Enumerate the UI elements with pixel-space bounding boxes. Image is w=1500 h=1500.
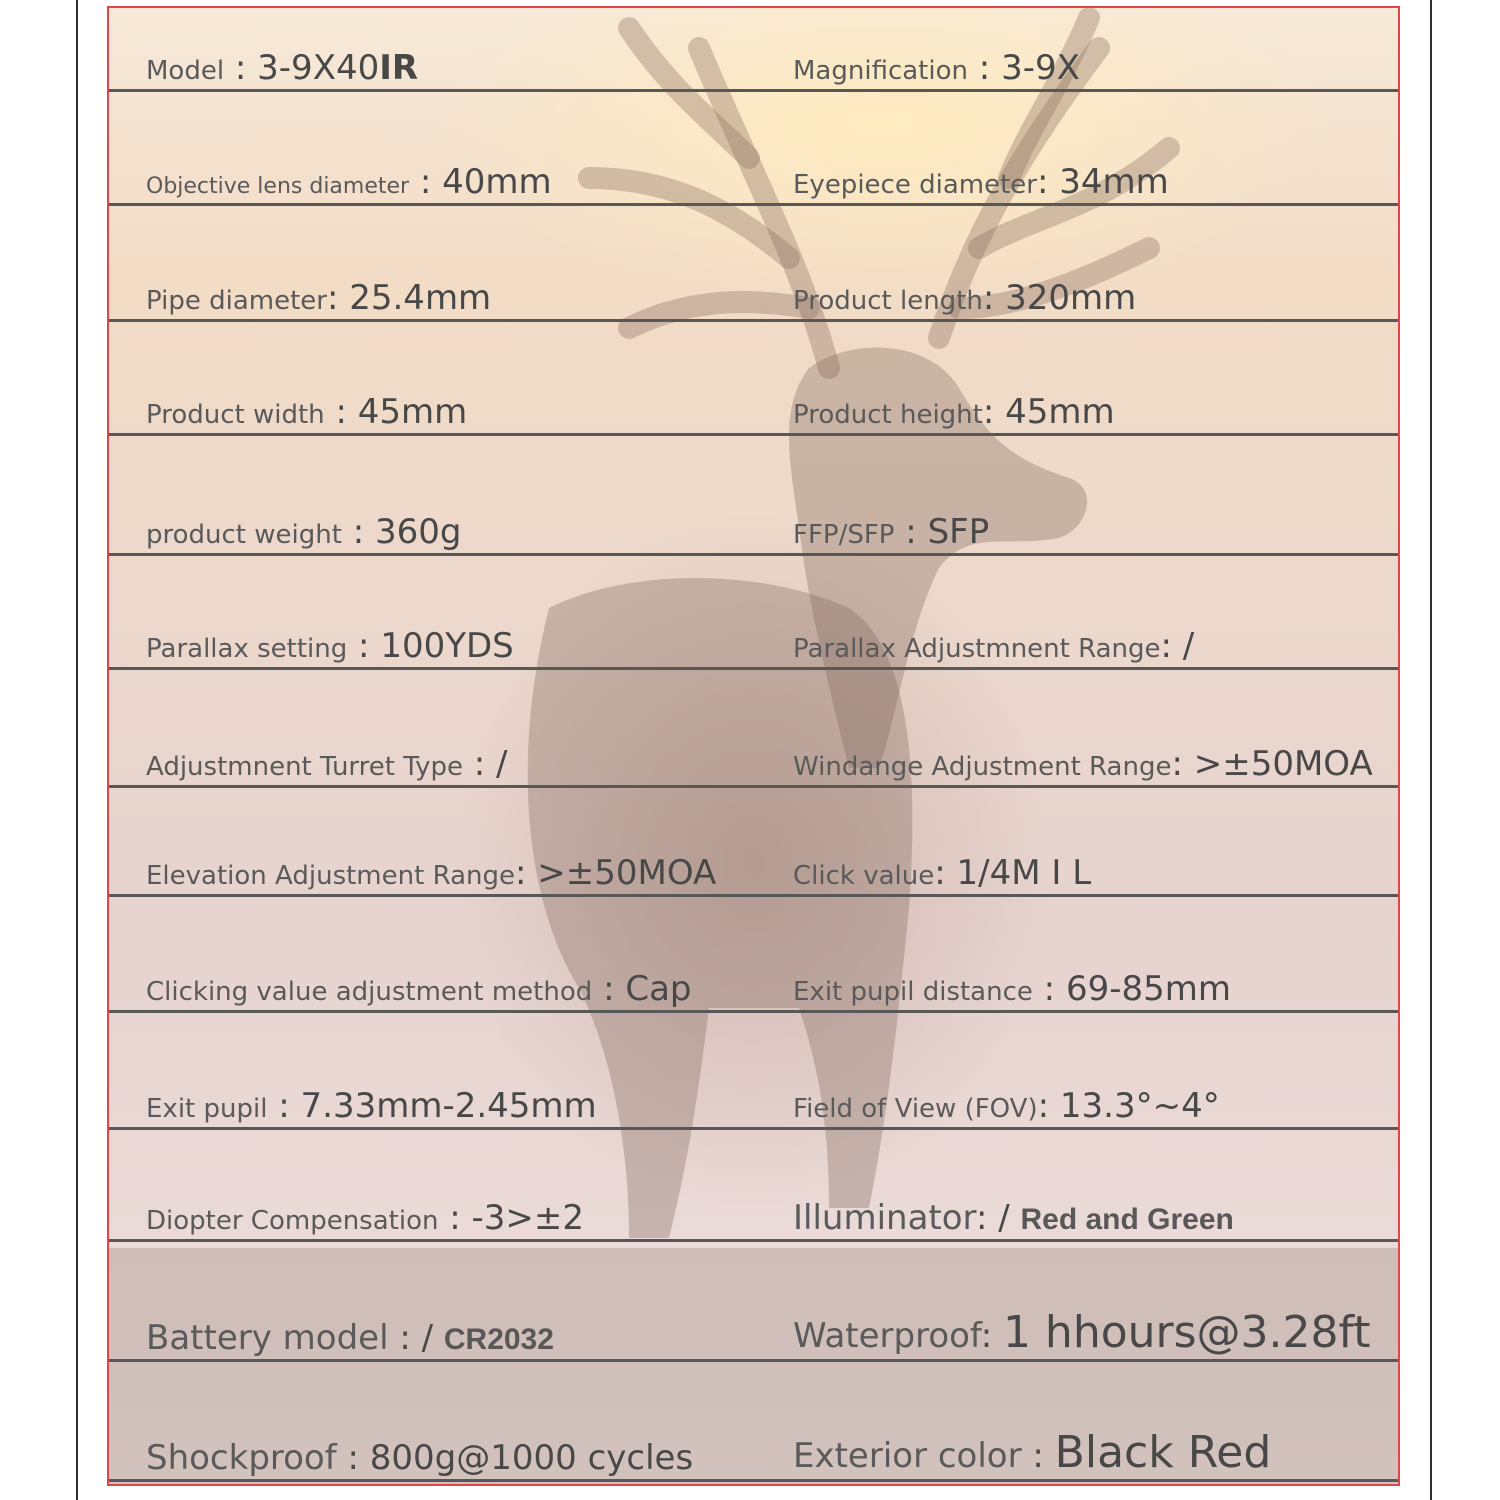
spec-magnification xyxy=(793,48,1080,88)
spec-label: Exit pupil distance xyxy=(793,977,1033,1007)
spec-illuminator xyxy=(793,1198,1234,1238)
spec-value: >±50MOA xyxy=(1193,744,1373,784)
spec-row xyxy=(109,788,1398,897)
spec-value: 69-85mm xyxy=(1065,969,1231,1009)
spec-label: Product height xyxy=(793,400,983,430)
spec-product-height xyxy=(793,392,1115,432)
spec-label: Magnification xyxy=(793,56,968,86)
spec-value: >±50MOA xyxy=(537,853,717,893)
spec-elevation-adjustment-range xyxy=(146,853,717,893)
spec-battery-model xyxy=(146,1318,554,1358)
spec-label: Battery model xyxy=(146,1318,389,1358)
spec-label: product weight xyxy=(146,520,342,550)
spec-separator: : xyxy=(1032,969,1066,1009)
spec-value: / xyxy=(421,1318,444,1358)
spec-exit-pupil xyxy=(146,1086,597,1126)
spec-value: Cap xyxy=(625,969,692,1009)
spec-value: 40mm xyxy=(442,162,552,202)
spec-diopter-compensation xyxy=(146,1198,585,1238)
spec-label: Exterior color xyxy=(793,1436,1022,1476)
spec-label: Product width xyxy=(146,400,325,430)
left-page-rule xyxy=(76,0,78,1500)
spec-row xyxy=(109,1130,1398,1242)
spec-separator: : xyxy=(1160,626,1183,666)
spec-clicking-value-adjustment-method xyxy=(146,969,692,1009)
spec-value: 3-9X40 xyxy=(257,48,380,88)
spec-label: Shockproof xyxy=(146,1438,337,1478)
spec-value-suffix: CR2032 xyxy=(443,1323,554,1356)
spec-label: Field of View (FOV) xyxy=(793,1094,1038,1124)
spec-label: Product length xyxy=(793,286,983,316)
spec-value: / xyxy=(1182,626,1195,666)
spec-value: / xyxy=(998,1198,1021,1238)
spec-exit-pupil-distance xyxy=(793,969,1231,1009)
spec-value: 45mm xyxy=(1005,392,1115,432)
spec-separator: : xyxy=(1037,1086,1060,1126)
spec-value-suffix: Red and Green xyxy=(1020,1203,1234,1236)
spec-label: Elevation Adjustment Range xyxy=(146,861,515,891)
spec-product-length xyxy=(793,278,1137,318)
spec-value-suffix: IR xyxy=(379,48,419,88)
spec-value: -3>±2 xyxy=(471,1198,585,1238)
spec-click-value xyxy=(793,853,1092,893)
spec-separator: : xyxy=(967,48,1002,88)
spec-sheet xyxy=(107,6,1400,1486)
spec-label: Exit pupil xyxy=(146,1094,268,1124)
spec-row xyxy=(109,8,1398,92)
spec-value: 800g@1000 cycles xyxy=(369,1438,694,1478)
spec-separator: : xyxy=(980,1316,1003,1356)
spec-separator: : xyxy=(388,1318,422,1358)
spec-parallax-adjustment-range xyxy=(793,626,1195,666)
spec-separator: : xyxy=(514,853,538,893)
spec-ffp-sfp xyxy=(793,512,990,552)
spec-separator: : xyxy=(341,512,376,552)
spec-row xyxy=(109,436,1398,556)
spec-value: SFP xyxy=(927,512,990,552)
spec-value: 34mm xyxy=(1059,162,1169,202)
spec-value: 13.3°~4° xyxy=(1059,1086,1220,1126)
spec-parallax-setting xyxy=(146,626,514,666)
spec-row xyxy=(109,897,1398,1013)
spec-model xyxy=(146,48,419,88)
spec-separator: : xyxy=(982,278,1006,318)
spec-value: / xyxy=(496,744,508,784)
spec-separator: : xyxy=(982,392,1006,432)
spec-value: 45mm xyxy=(357,392,468,432)
spec-label: Pipe diameter xyxy=(146,286,327,316)
spec-value: 100YDS xyxy=(380,626,514,666)
spec-eyepiece-diameter xyxy=(793,162,1169,202)
spec-label: Eyepiece diameter xyxy=(793,170,1037,200)
spec-separator: : xyxy=(347,626,381,666)
spec-value: Black Red xyxy=(1054,1427,1272,1478)
spec-value: 360g xyxy=(375,512,462,552)
spec-row xyxy=(109,556,1398,670)
spec-product-width xyxy=(146,392,468,432)
spec-label: Adjustmnent Turret Type xyxy=(146,752,463,782)
spec-label: Model xyxy=(146,56,225,86)
spec-separator: : xyxy=(934,853,957,893)
spec-row xyxy=(109,322,1398,436)
spec-separator: : xyxy=(324,392,358,432)
spec-label: Parallax setting xyxy=(146,634,348,664)
spec-label: Click value xyxy=(793,861,935,891)
spec-row xyxy=(109,92,1398,206)
spec-separator: : xyxy=(267,1086,301,1126)
spec-label: FFP/SFP xyxy=(793,520,895,550)
spec-value: 1 hhours@3.28ft xyxy=(1002,1307,1371,1358)
spec-value: 3-9X xyxy=(1001,48,1080,88)
spec-row xyxy=(109,1013,1398,1130)
spec-separator: : xyxy=(409,162,443,202)
spec-row xyxy=(109,206,1398,322)
spec-label: Illuminator xyxy=(793,1198,976,1238)
spec-separator: : xyxy=(224,48,258,88)
spec-label: Clicking value adjustment method xyxy=(146,977,593,1007)
spec-objective-lens-diameter xyxy=(146,162,552,202)
right-page-rule xyxy=(1430,0,1432,1500)
spec-label: Diopter Compensation xyxy=(146,1206,439,1236)
spec-value: 320mm xyxy=(1005,278,1137,318)
spec-row xyxy=(109,670,1398,788)
spec-waterproof xyxy=(793,1307,1371,1358)
spec-product-weight xyxy=(146,512,462,552)
spec-separator: : xyxy=(326,278,350,318)
spec-separator: : xyxy=(438,1198,472,1238)
spec-value: 7.33mm-2.45mm xyxy=(300,1086,597,1126)
spec-label: Parallax Adjustmnent Range xyxy=(793,634,1161,664)
spec-label: Windange Adjustment Range xyxy=(793,752,1172,782)
spec-separator: : xyxy=(1021,1436,1055,1476)
spec-separator: : xyxy=(1036,162,1060,202)
spec-windage-adjustment-range xyxy=(793,744,1373,784)
spec-separator: : xyxy=(975,1198,999,1238)
spec-separator: : xyxy=(894,512,928,552)
spec-row xyxy=(109,1242,1398,1362)
spec-label: Objective lens diameter xyxy=(146,174,410,199)
spec-label: Waterproof xyxy=(793,1316,981,1356)
spec-pipe-diameter xyxy=(146,278,492,318)
spec-value: 25.4mm xyxy=(349,278,492,318)
spec-value: 1/4M I L xyxy=(956,853,1092,893)
spec-separator: : xyxy=(1171,744,1194,784)
spec-separator: : xyxy=(592,969,626,1009)
spec-separator: : xyxy=(336,1438,370,1478)
spec-adjustment-turret-type xyxy=(146,744,508,784)
spec-field-of-view xyxy=(793,1086,1220,1126)
spec-row xyxy=(109,1362,1398,1482)
spec-shockproof xyxy=(146,1438,694,1478)
spec-separator: : xyxy=(462,744,497,784)
spec-exterior-color xyxy=(793,1427,1272,1478)
